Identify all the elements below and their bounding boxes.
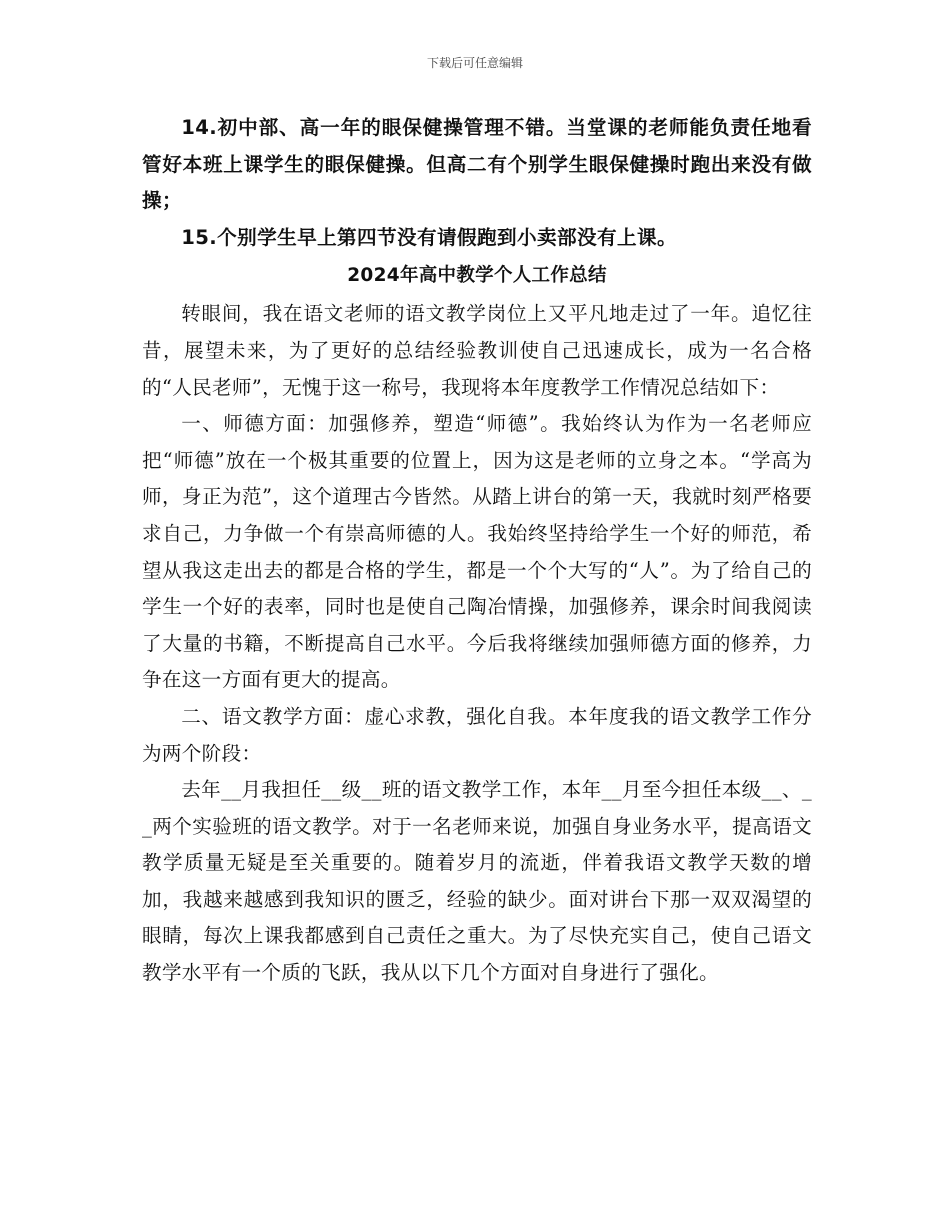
- paragraph-teaching: 二、语文教学方面：虚心求教，强化自我。本年度我的语文教学工作分为两个阶段：: [142, 704, 812, 765]
- document-title: 2024年高中教学个人工作总结: [347, 265, 607, 287]
- list-item-15: 15.个别学生早上第四节没有请假跑到小卖部没有上课。: [181, 225, 677, 249]
- paragraph-ethics: 一、师德方面：加强修养，塑造“师德”。我始终认为作为一名老师应把“师德”放在一个极其重要的位置上，因为这是老师的立身之本。“学高为师，身正为范”，这个道理古今皆然。从踏上讲台的第一天，我就时刻严格要求自己，力争做一个有崇高师德的人。我始终坚持给学生一个好的师范，希望从我这走出去的都是合格的学生，都是一个个大写的“人”。为了给自己的学生一个好的表率，同时也是使自己陶冶情操，加强修养，课余时间我阅读了大量的书籍，不断提高自己水平。今后我将继续加强师德方面的修养，力争在这一方面有更大的提高。: [142, 412, 812, 692]
- header-note: 下载后可任意编辑: [426, 56, 523, 70]
- paragraph-assignment: 去年__月我担任__级__班的语文教学工作，本年__月至今担任本级__、__两个实验班的语文教学。对于一名老师来说，加强自身业务水平，提高语文教学质量无疑是至关重要的。随着岁月的流逝，伴着我语文教学天数的增加，我越来越感到我知识的匮乏，经验的缺少。面对讲台下那一双双渴望的眼睛，每次上课我都感到自己责任之重大。为了尽快充实自己，使自己语文教学水平有一个质的飞跃，我从以下几个方面对自身进行了强化。: [142, 778, 812, 985]
- paragraph-intro: 转眼间，我在语文老师的语文教学岗位上又平凡地走过了一年。追忆往昔，展望未来，为了更好的总结经验教训使自己迅速成长，成为一名合格的“人民老师”，无愧于这一称号，我现将本年度教学工作情况总结如下：: [142, 302, 812, 399]
- list-item-14: 14.初中部、高一年的眼保健操管理不错。当堂课的老师能负责任地看管好本班上课学生的眼保健操。但高二有个别学生眼保健操时跑出来没有做操；: [142, 116, 812, 213]
- document-body: [142, 110, 812, 992]
